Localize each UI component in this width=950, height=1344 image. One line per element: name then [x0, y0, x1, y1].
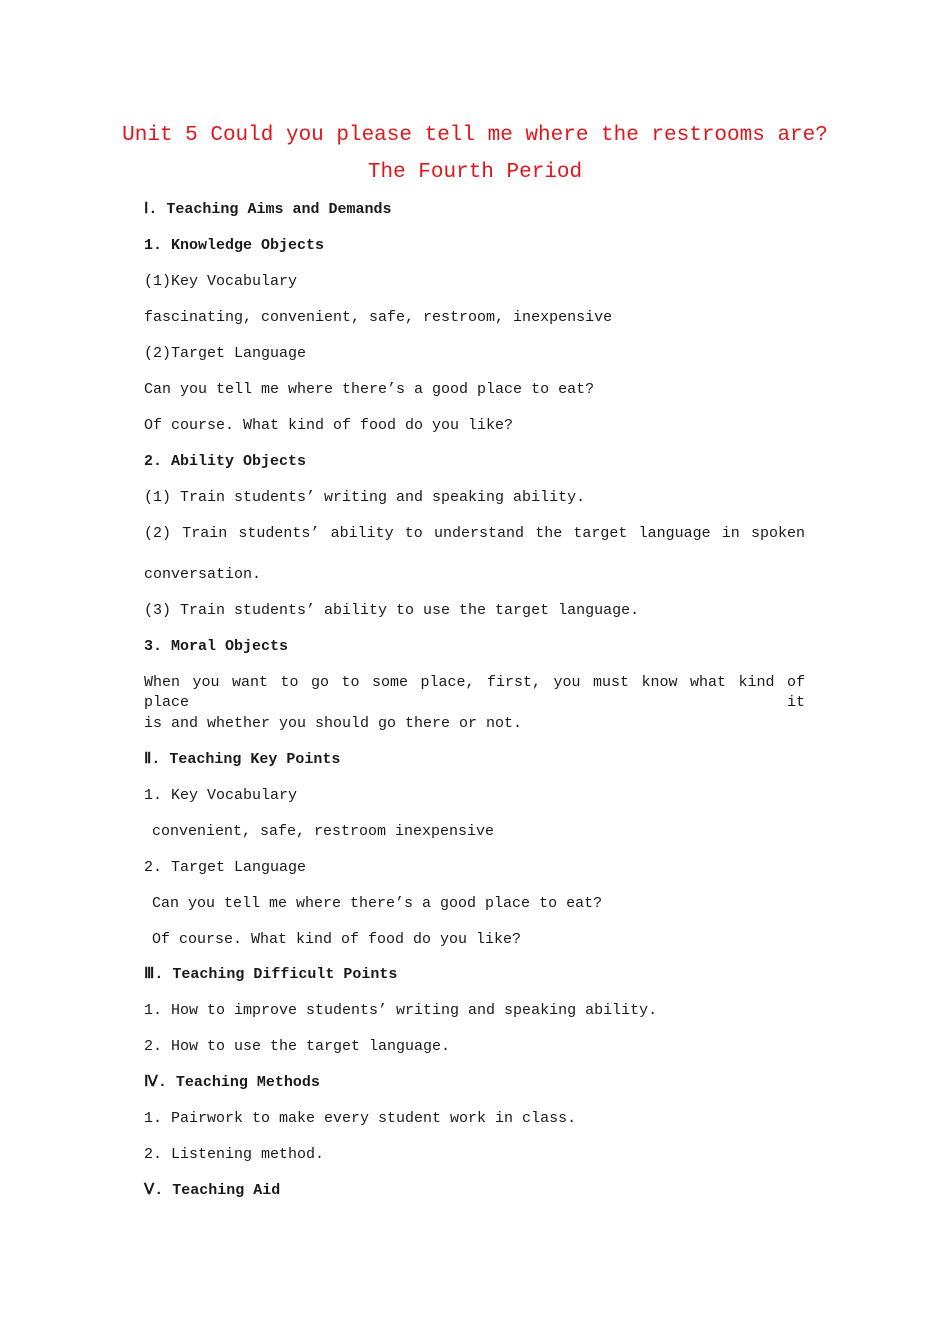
- subheading-ability-objects: 2. Ability Objects: [144, 453, 307, 470]
- section-heading-key-points: Ⅱ. Teaching Key Points: [144, 751, 341, 768]
- text-line: convenient, safe, restroom inexpensive: [152, 823, 495, 840]
- text-line: (1)Key Vocabulary: [144, 273, 298, 290]
- text-line: fascinating, convenient, safe, restroom, inexpensive: [144, 309, 613, 326]
- text-line: (3) Train students’ ability to use the target language.: [144, 602, 640, 619]
- section-heading-methods: Ⅳ. Teaching Methods: [144, 1074, 320, 1091]
- text-line: (2)Target Language: [144, 345, 307, 362]
- text-line: When you want to go to some place, first, you must know what kind of place it: [144, 674, 805, 711]
- text-line: 2. How to use the target language.: [144, 1038, 451, 1055]
- text-line: Of course. What kind of food do you like?: [144, 417, 514, 434]
- text-line: 1. How to improve students’ writing and speaking ability.: [144, 1002, 658, 1019]
- text-line: Can you tell me where there’s a good place to eat?: [144, 381, 595, 398]
- text-line: Can you tell me where there’s a good place to eat?: [152, 895, 603, 912]
- text-line: 1. Pairwork to make every student work in class.: [144, 1110, 577, 1127]
- text-line: (1) Train students’ writing and speaking ability.: [144, 489, 586, 506]
- text-line: Of course. What kind of food do you like?: [152, 931, 522, 948]
- subheading-knowledge-objects: 1. Knowledge Objects: [144, 237, 325, 254]
- text-line: 2. Target Language: [144, 859, 307, 876]
- section-heading-aims: Ⅰ. Teaching Aims and Demands: [144, 201, 392, 218]
- text-line: 1. Key Vocabulary: [144, 787, 298, 804]
- text-line: is and whether you should go there or not.: [144, 715, 523, 732]
- text-line: (2) Train students’ ability to understand the target language in spoken: [144, 525, 805, 542]
- document-subtitle: The Fourth Period: [367, 161, 583, 184]
- subheading-moral-objects: 3. Moral Objects: [144, 638, 289, 655]
- document-title: Unit 5 Could you please tell me where the restrooms are?: [122, 124, 828, 147]
- text-line: conversation.: [144, 566, 262, 583]
- text-line: 2. Listening method.: [144, 1146, 325, 1163]
- section-heading-difficult-points: Ⅲ. Teaching Difficult Points: [144, 966, 398, 983]
- section-heading-teaching-aid: Ⅴ. Teaching Aid: [144, 1182, 281, 1199]
